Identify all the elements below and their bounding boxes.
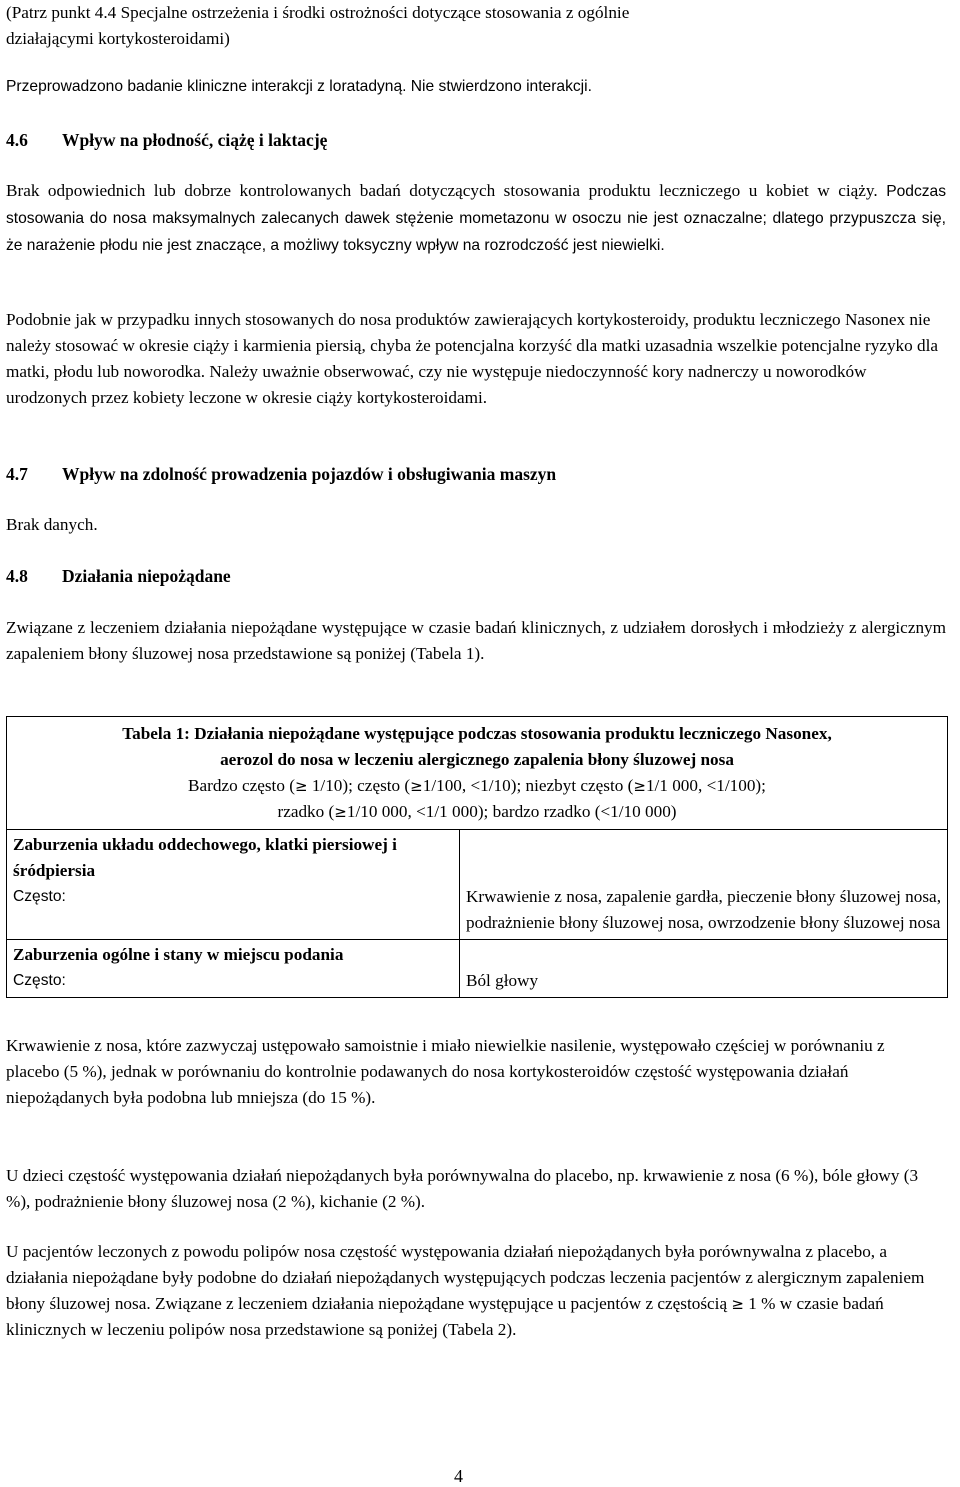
section-4-6-heading (6, 127, 327, 153)
after-table-paragraph-3: U pacjentów leczonych z powodu polipów nosa częstość występowania działań niepożądanych była porównywalna z placebo, a działania niepożądane były podobne do działań niepożądanych występujących podczas leczenia pacjentów z alergicznym zapaleniem błony śluzowej nosa. Związane z leczeniem działania niepożądane występujące u pacjentów z częstością ≥ 1 % w czasie badań klinicznych w leczeniu polipów nosa przedstawione są poniżej (Tabela 2). (6, 1242, 925, 1339)
reactions-text: Ból głowy (466, 971, 539, 990)
frequency-label: Często: (13, 972, 66, 989)
table-title-line-2: aerozol do nosa w leczeniu alergicznego zapalenia błony śluzowej nosa (220, 750, 734, 769)
section-number: 4.6 (6, 130, 28, 150)
section-4-6-paragraph-1 (6, 178, 946, 259)
section-4-8-paragraph: Związane z leczeniem działania niepożądane występujące w czasie badań klinicznych, z udziałem dorosłych i młodzieży z alergicznym zapaleniem błony śluzowej nosa przedstawione są poniżej (Tabela 1). (6, 618, 946, 663)
section-4-6-paragraph-2: Podobnie jak w przypadku innych stosowanych do nosa produktów zawierających kortykosteroidy, produktu leczniczego Nasonex nie należy stosować w okresie ciąży i karmienia piersią, chyba że potencjalna korzyść dla matki uzasadnia wszelkie potencjalne ryzyko dla matki, płodu lub noworodka. Należy uważnie obserwować, czy nie występuje niedoczynność kory nadnerczy u noworodków urodzonych przez kobiety leczone w okresie ciąży kortykosteroidami. (6, 310, 939, 407)
after-table-paragraph-1: Krwawienie z nosa, które zazwyczaj ustępowało samoistnie i miało niewielkie nasilenie, występowało częściej w porównaniu z placebo (5 %), jednak w porównaniu do kontrolnie podawanych do nosa kortykosteroidów częstość występowania działań niepożądanych była podobna lub mniejsza (do 15 %). (6, 1036, 885, 1107)
table-title-cell (7, 717, 948, 830)
section-title: Wpływ na płodność, ciążę i laktację (62, 130, 328, 150)
organ-class-cell (7, 940, 460, 998)
reactions-cell (460, 940, 948, 998)
section-4-8-heading (6, 563, 231, 589)
section-title: Wpływ na zdolność prowadzenia pojazdów i obsługiwania maszyn (62, 464, 557, 484)
reactions-text: Krwawienie z nosa, zapalenie gardła, pieczenie błony śluzowej nosa, podrażnienie błony śluzowej nosa, owrzodzenie błony śluzowej nosa (466, 887, 941, 932)
table-title-line-1: Tabela 1: Działania niepożądane występujące podczas stosowania produktu leczniczego Nasonex, (122, 724, 832, 743)
section-4-7-heading (6, 461, 556, 487)
frequency-label: Często: (13, 888, 66, 905)
table-row (7, 940, 948, 998)
paragraph-serif-part: Brak odpowiednich lub dobrze kontrolowanych badań dotyczących stosowania produktu leczniczego u kobiet w ciąży. (6, 181, 878, 200)
frequency-definition-line-2: rzadko (≥1/10 000, <1/1 000); bardzo rzadko (<1/10 000) (277, 802, 677, 821)
paragraph-sans-part: Podczas stosowania do nosa maksymalnych zalecanych dawek stężenie mometazonu w osoczu nie jest oznaczalne; dlatego przypuszcza się, że narażenie płodu nie jest znaczące, a możliwy toksyczny wpływ na rozrodczość jest niewielki. (6, 183, 947, 254)
organ-class-label: Zaburzenia ogólne i stany w miejscu podania (13, 945, 344, 964)
organ-class-label: Zaburzenia układu oddechowego, klatki piersiowej i śródpiersia (13, 835, 397, 880)
intro-line-3: Przeprowadzono badanie kliniczne interakcji z loratadyną. Nie stwierdzono interakcji. (6, 78, 592, 95)
section-title: Działania niepożądane (62, 566, 231, 586)
section-4-7-paragraph: Brak danych. (6, 515, 98, 534)
section-number: 4.8 (6, 566, 28, 586)
table-row (7, 830, 948, 940)
intro-line-2: działającymi kortykosteroidami) (6, 29, 230, 48)
intro-line-1: (Patrz punkt 4.4 Specjalne ostrzeżenia i środki ostrożności dotyczące stosowania z ogólnie (6, 3, 630, 22)
frequency-definition-line-1: Bardzo często (≥ 1/10); często (≥1/100, <1/10); niezbyt często (≥1/1 000, <1/100); (188, 776, 766, 795)
page-number: 4 (454, 1466, 463, 1486)
organ-class-cell (7, 830, 460, 940)
section-number: 4.7 (6, 464, 28, 484)
adverse-reactions-table (6, 716, 948, 998)
reactions-cell (460, 830, 948, 940)
after-table-paragraph-2: U dzieci częstość występowania działań niepożądanych była porównywalna do placebo, np. krwawienie z nosa (6 %), bóle głowy (3 %), podrażnienie błony śluzowej nosa (2 %), kichanie (2 %). (6, 1166, 919, 1211)
